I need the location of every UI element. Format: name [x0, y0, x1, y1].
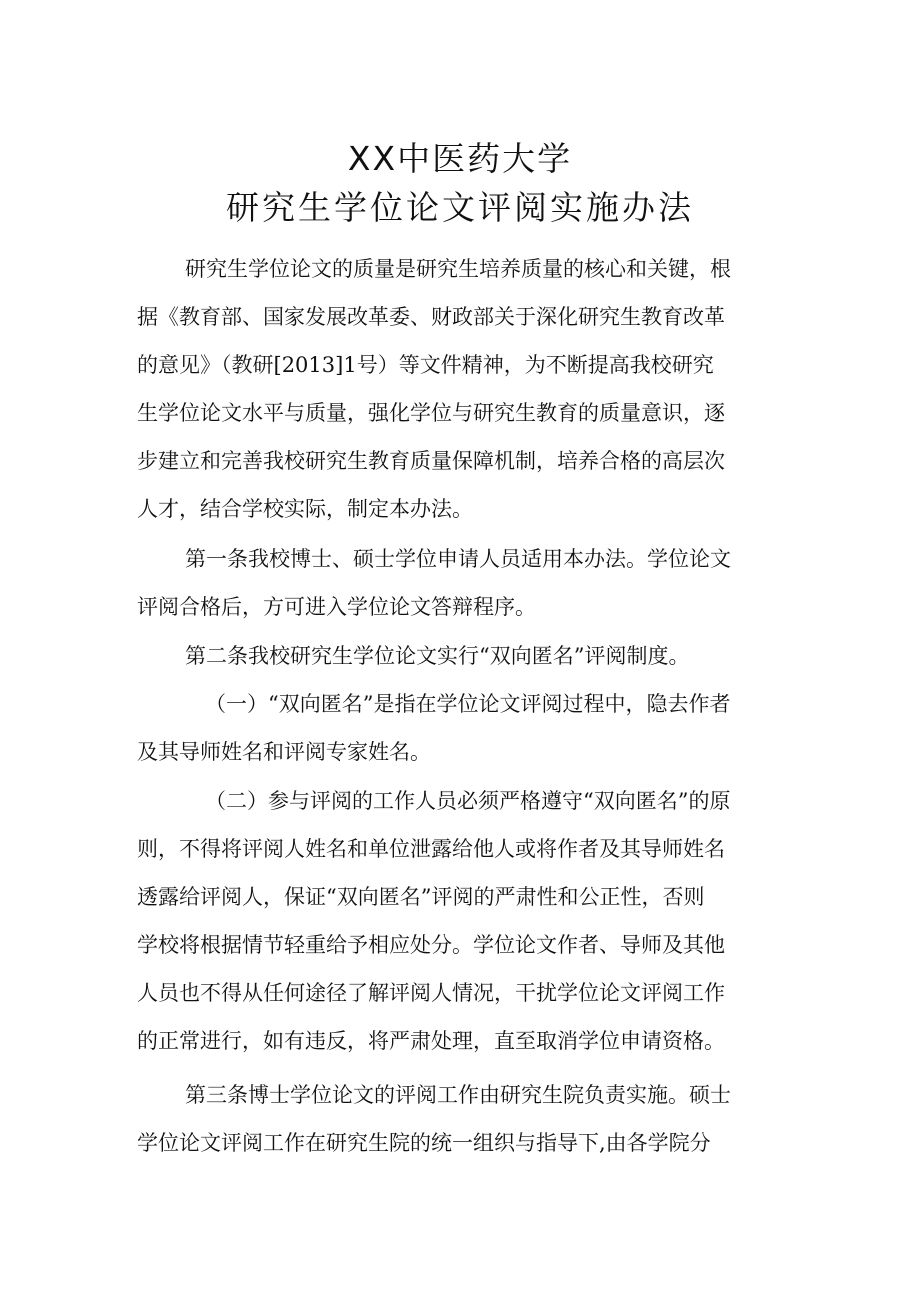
paragraph-line: 透露给评阅人，保证“双向匿名”评阅的严肃性和公正性，否则	[137, 885, 705, 909]
paragraph-line: 学位论文评阅工作在研究生院的统一组织与指导下,由各学院分	[137, 1131, 711, 1155]
paragraph-line: 评阅合格后，方可进入学位论文答辩程序。	[137, 595, 536, 619]
paragraph-line: 研究生学位论文的质量是研究生培养质量的核心和关键，根	[185, 257, 731, 281]
paragraph-line: 第一条我校博士、硕士学位申请人员适用本办法。学位论文	[185, 547, 731, 571]
paragraph-line: 据《教育部、国家发展改革委、财政部关于深化研究生教育改革	[137, 305, 725, 329]
document-subtitle: 研究生学位论文评阅实施办法	[226, 188, 694, 227]
paragraph-line: 的正常进行，如有违反，将严肃处理，直至取消学位申请资格。	[137, 1029, 725, 1053]
paragraph-line: 人员也不得从任何途径了解评阅人情况，干扰学位论文评阅工作	[137, 981, 725, 1005]
paragraph-line: 学校将根据情节轻重给予相应处分。学位论文作者、导师及其他	[137, 933, 725, 957]
paragraph-line: 生学位论文水平与质量，强化学位与研究生教育的质量意识，逐	[137, 401, 725, 425]
paragraph-line: 及其导师姓名和评阅专家姓名。	[137, 740, 431, 764]
paragraph-line: 第二条我校研究生学位论文实行“双向匿名”评阅制度。	[185, 644, 690, 668]
document-title: XX中医药大学	[347, 139, 573, 178]
paragraph-line: 人才，结合学校实际，制定本办法。	[137, 497, 473, 521]
paragraph-line: （二）参与评阅的工作人员必须严格遵守“双向匿名”的原	[205, 789, 731, 813]
paragraph-line: 步建立和完善我校研究生教育质量保障机制，培养合格的高层次	[137, 449, 725, 473]
paragraph-line: 则，不得将评阅人姓名和单位泄露给他人或将作者及其导师姓名	[137, 837, 725, 861]
paragraph-line: 第三条博士学位论文的评阅工作由研究生院负责实施。硕士	[185, 1083, 731, 1107]
paragraph-line: 的意见》（教研[2013]1号）等文件精神，为不断提高我校研究	[137, 353, 714, 377]
paragraph-line: （一）“双向匿名”是指在学位论文评阅过程中，隐去作者	[205, 692, 731, 716]
